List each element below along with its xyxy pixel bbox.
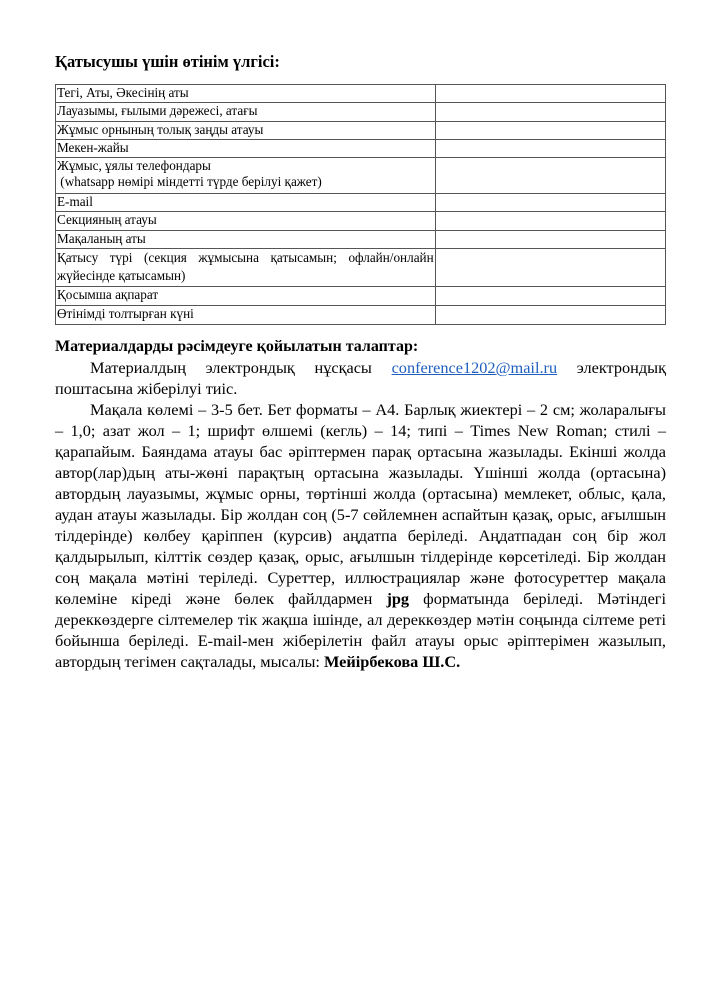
form-row-label: Тегі, Аты, Әкесінің аты <box>56 85 436 103</box>
form-row <box>56 306 666 325</box>
form-row-label-line2: жүйесінде қатысамын) <box>57 268 186 283</box>
form-row-value-field[interactable] <box>435 212 665 231</box>
form-row-value-field[interactable] <box>435 194 665 212</box>
requirements-title: Материалдарды рәсімдеуге қойылатын талаптар: <box>55 338 419 355</box>
form-row-value-field[interactable] <box>435 140 665 158</box>
form-title: Қатысушы үшін өтінім үлгісі: <box>55 52 280 71</box>
form-row-value-field[interactable] <box>435 249 665 287</box>
form-row-value-field[interactable] <box>435 103 665 122</box>
form-row-value-field[interactable] <box>435 287 665 306</box>
conference-email-link[interactable]: conference1202@mail.ru <box>391 358 558 377</box>
form-row <box>56 122 666 140</box>
form-row-label-line1: Жұмыс, ұялы телефондары <box>57 158 211 173</box>
formatting-text-part1: Мақала көлемі – 3-5 бет. Бет форматы – А4. Барлық жиектері – 2 см; жоларалығы – 1,0; азат жол – 1; шрифт өлшемі (кегль) – 14; типі – Times New Roman; стилі – қарапайым. Баяндама атауы бас әріптермен парақ ортасына жазылады. Екінші жолда автор(лар)дың аты-жөні парақтың ортасына жазылады. Үшінші жолда (ортасына) автордың лауазымы, жұмыс орны, төртінші жолда (ортасына) мемлекет, облыс, қала, аудан атауы жазылады. Бір жолдан соң (5-7 сөйлемнен аспайтын қазақ, орыс, ағылшын тілдерінде) көлбеу қаріппен (курсив) аңдатпа беріледі. Аңдатпадан соң бір жол қалдырылып, кілттік сөздер қазақ, орыс, ағылшын тілдерінде көрсетіледі. Бір жолдан соң мақала мәтіні теріледі. Суреттер, иллюстрациялар және фотосуреттер мақала көлеміне кіреді және бөлек файлдармен <box>55 400 666 608</box>
form-row-value-field[interactable] <box>435 306 665 325</box>
application-form-table <box>55 84 666 325</box>
form-row <box>56 140 666 158</box>
form-row-label: Мақаланың аты <box>56 231 436 249</box>
form-row-label: Өтінімді толтырған күні <box>56 306 436 325</box>
form-row <box>56 212 666 231</box>
requirements-body <box>55 357 666 672</box>
form-row <box>56 287 666 306</box>
form-row <box>56 85 666 103</box>
form-row-label-line2: (whatsapp нөмірі міндетті түрде берілуі қажет) <box>57 174 322 189</box>
formatting-paragraph <box>55 399 666 672</box>
image-format: jpg <box>386 589 410 608</box>
submission-paragraph <box>55 357 666 399</box>
form-row-value-field[interactable] <box>435 158 665 194</box>
form-row-label-line1: Қатысу түрі (секция жұмысына қатысамын; офлайн/онлайн <box>57 250 434 265</box>
submission-text-before: Материалдың электрондық нұсқасы <box>90 358 392 377</box>
form-row-label: Жұмыс орнының толық заңды атауы <box>56 122 436 140</box>
form-row <box>56 194 666 212</box>
form-row-label: Секцияның атауы <box>56 212 436 231</box>
form-row-label: Қосымша ақпарат <box>56 287 436 306</box>
submission-text-after: электрондық поштасына жіберілуі тиіс. <box>55 358 666 398</box>
form-row <box>56 249 666 287</box>
form-row <box>56 158 666 194</box>
form-row <box>56 103 666 122</box>
filename-example: Мейірбекова Ш.С. <box>324 652 461 671</box>
form-row-value-field[interactable] <box>435 85 665 103</box>
form-row-label: Лауазымы, ғылыми дәрежесі, атағы <box>56 103 436 122</box>
form-row-label: E-mail <box>56 194 436 212</box>
form-row-label <box>56 249 436 287</box>
form-row-label: Мекен-жайы <box>56 140 436 158</box>
form-row-value-field[interactable] <box>435 122 665 140</box>
form-row <box>56 231 666 249</box>
form-row-value-field[interactable] <box>435 231 665 249</box>
formatting-text-part2: форматында беріледі. Мәтіндегі дереккөздерге сілтемелер тік жақша ішінде, ал дереккөздер мәтін соңында сілтеме реті бойынша беріледі. E-mail-мен жіберілетін файл атауы орыс әріптерімен жазылып, автордың тегімен сақталады, мысалы: <box>55 589 666 671</box>
form-row-label <box>56 158 436 194</box>
